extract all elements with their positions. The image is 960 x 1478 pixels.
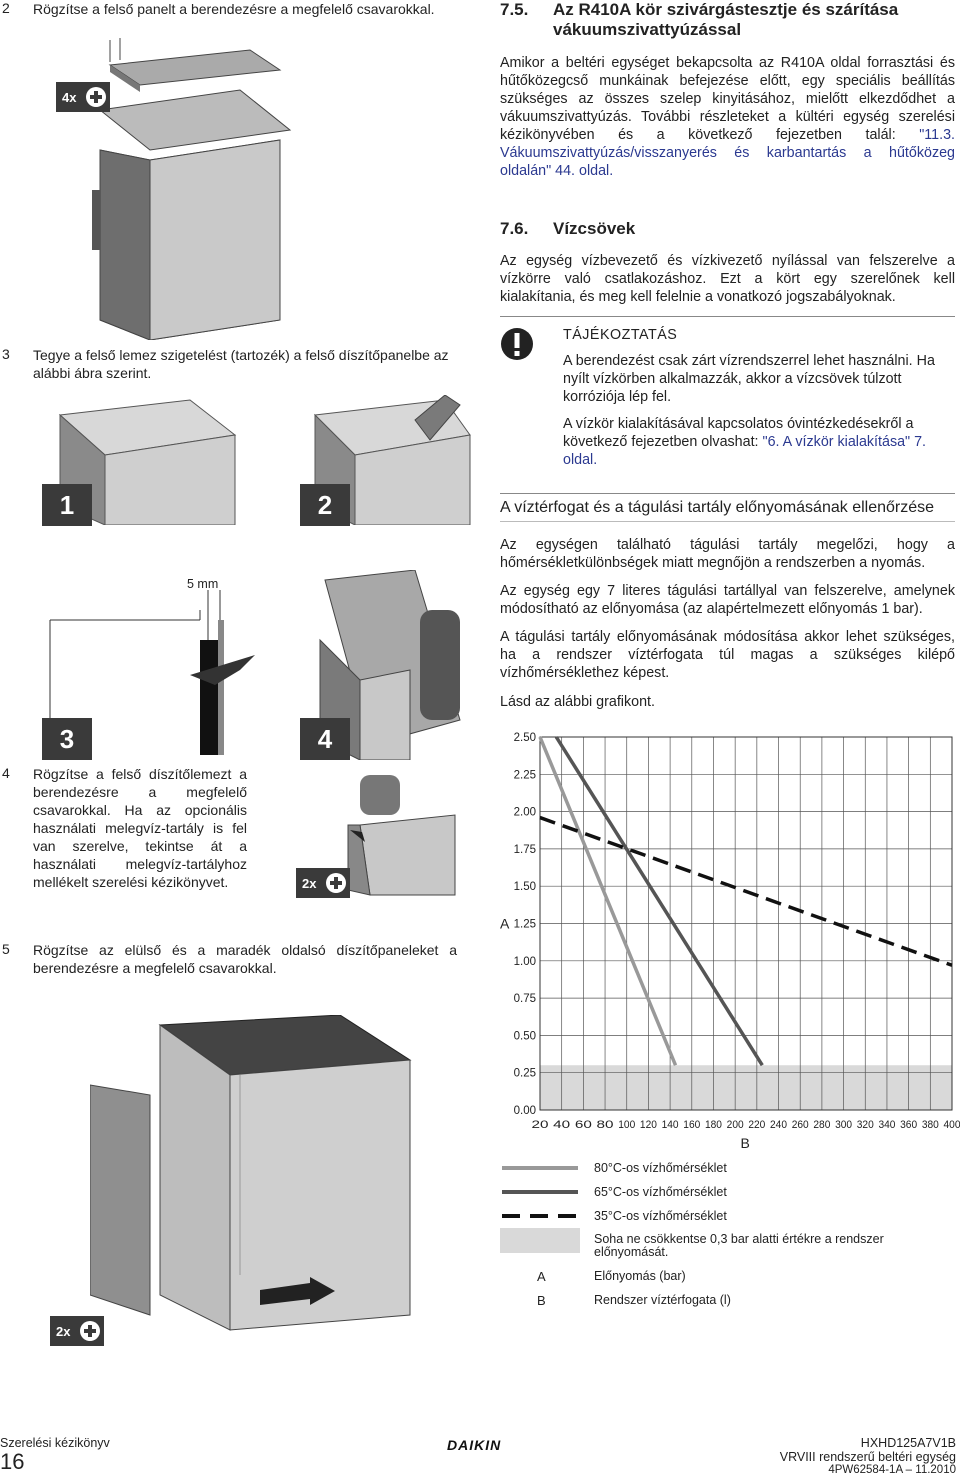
section-7-5-title-line2: vákuumszivattyúzással: [553, 20, 741, 40]
step-4-number: 4: [2, 765, 10, 781]
y-tick-label: 0.00: [514, 1105, 536, 1117]
step-4-text: Rögzítse a felső díszítőlemezt a berendezésre a megfelelő csavarokkal. Ha az opcionális használati melegvíz-tartály is fel van szerelve, tekintse át a használati melegvíz-tartályhoz mellékelt szerelési kézikönyvet.: [33, 765, 247, 891]
legend-label-80c: 80°C-os vízhőmérséklet: [594, 1161, 727, 1176]
y-tick-label: 2.25: [514, 769, 536, 781]
section-7-6-number: 7.6.: [500, 219, 528, 239]
y-tick-label: 1.75: [514, 844, 536, 856]
x-tick-label: 260: [792, 1119, 809, 1131]
screw-count-label: 4x: [62, 90, 76, 105]
y-tick-label: 1.00: [514, 956, 536, 968]
x-tick-label: 40: [553, 1119, 570, 1131]
check-paragraph-3: A tágulási tartály előnyomásának módosítása akkor lehet szükséges, ha a rendszer víztérfogata túl magas a szükséges kilépő vízhőmérséklethez képest.: [500, 628, 955, 682]
top-panel-illustration: [80, 30, 300, 340]
section-7-5-title-line1: Az R410A kör szivárgástesztje és szárítása: [553, 0, 898, 20]
step-2-number: 2: [2, 0, 10, 16]
section-7-5-number: 7.5.: [500, 0, 528, 20]
check-paragraph-4: Lásd az alábbi grafikont.: [500, 693, 955, 711]
check-paragraph-1: Az egységen található tágulási tartály megelőzi, hogy a hőmérsékletkülönbségek miatt megnőjön a rendszerben a nyomás.: [500, 536, 955, 572]
top-panel-screw-illustration: [340, 770, 460, 900]
warning-exclamation-icon: [500, 327, 534, 361]
x-tick-label: 180: [705, 1119, 722, 1131]
legend-swatch-35c: [500, 1208, 580, 1224]
notice-paragraph-2: [563, 415, 955, 469]
figure-label-2: 2: [300, 484, 350, 526]
x-axis-label: B: [740, 1135, 749, 1151]
screwdriver-plus-icon: [80, 1321, 100, 1341]
step-3-text: Tegye a felső lemez szigetelést (tartozék) a felső díszítőpanelbe az alábbi ábra szerint.: [33, 346, 463, 382]
notice-link[interactable]: "6. A vízkör kialakítása" 7. oldal.: [563, 434, 926, 468]
figure-label-3: 3: [42, 718, 92, 760]
y-tick-label: 0.25: [514, 1068, 536, 1080]
legend-label-b: Rendszer víztérfogata (l): [594, 1293, 731, 1308]
x-tick-label: 140: [662, 1119, 679, 1131]
figure-label-4: 4: [300, 718, 350, 760]
notice-paragraph-1: A berendezést csak zárt vízrendszerrel lehet használni. Ha nyílt vízkörben alkalmazzák, akkor a vízcsövek túlzott korróziója lép fel.: [563, 352, 955, 406]
legend-swatch-65c: [500, 1184, 580, 1200]
legend-label-shaded: Soha ne csökkentse 0,3 bar alatti értékre a rendszer előnyomását.: [594, 1233, 924, 1259]
front-panel-illustration: [90, 1015, 420, 1335]
legend-swatch-80c: [500, 1160, 580, 1176]
dimension-label: 5 mm: [187, 577, 218, 591]
section-7-6-body: Az egység vízbevezető és vízkivezető nyílással van felszerelve a vízkörre való csatlakozáshoz. Ezt a kört egy szerelőnek kell kialakítania, és meg kell felelnie a vonatkozó jogszabályoknak.: [500, 252, 955, 306]
step-3-number: 3: [2, 346, 10, 362]
step-5-number: 5: [2, 941, 10, 957]
screw-count-badge-2x-bottom: [50, 1316, 104, 1346]
screw-count-label: 2x: [302, 876, 316, 891]
check-section-rule-bottom: [500, 521, 955, 522]
screw-count-badge-2x: [296, 868, 350, 898]
series-line-35c: [540, 818, 952, 966]
x-tick-label: 60: [575, 1119, 592, 1131]
y-axis-label: A: [500, 916, 510, 932]
footer-docnum: 4PW62584-1A – 11.2010: [828, 1463, 956, 1478]
x-tick-label: 100: [618, 1119, 635, 1131]
x-tick-label: 300: [835, 1119, 852, 1131]
x-tick-label: 320: [857, 1119, 874, 1131]
x-tick-label: 200: [727, 1119, 744, 1131]
section-7-5-body: [500, 54, 955, 180]
screw-count-badge-4x: [56, 82, 110, 112]
y-tick-label: 0.50: [514, 1030, 536, 1042]
footer-manual-title: Szerelési kézikönyv: [0, 1436, 110, 1451]
y-tick-label: 0.75: [514, 993, 536, 1005]
notice-paragraph-2-text: A vízkör kialakításával kapcsolatos óvintézkedésekről a következő fejezetben olvashat:: [563, 416, 913, 450]
legend-label-65c: 65°C-os vízhőmérséklet: [594, 1185, 727, 1200]
legend-swatch-shaded: [500, 1228, 580, 1253]
step-2-text: Rögzítse a felső panelt a berendezésre a megfelelő csavarokkal.: [33, 0, 473, 18]
x-tick-label: 400: [944, 1119, 960, 1131]
notice-title: TÁJÉKOZTATÁS: [563, 326, 677, 344]
screwdriver-plus-icon: [326, 873, 346, 893]
legend-key-a: A: [537, 1269, 546, 1284]
notice-top-rule: [500, 316, 955, 317]
section-7-5-body-text: Amikor a beltéri egységet bekapcsolta az R410A oldal forrasztási és hűtőközegcső munkáinak befejezése előtt, egy speciális beállítás szükséges az összes szelep kinyitásához, mielőtt elkezdődhet a vákuumszivattyúzás. További részleteket a kültéri egység szerelési kézikönyvében és a következő fejezetben talál:: [500, 55, 955, 143]
check-section-rule: [500, 493, 955, 494]
x-tick-label: 380: [922, 1119, 939, 1131]
legend-key-b: B: [537, 1293, 546, 1308]
series-line-65c: [556, 737, 762, 1065]
legend-label-35c: 35°C-os vízhőmérséklet: [594, 1209, 727, 1224]
pressure-volume-chart: [490, 722, 960, 1152]
footer-model: HXHD125A7V1B: [861, 1436, 956, 1451]
y-tick-label: 1.25: [514, 919, 536, 931]
daikin-logo: DAIKIN: [447, 1437, 501, 1453]
check-section-title: A víztérfogat és a tágulási tartály előnyomásának ellenőrzése: [500, 498, 934, 518]
x-tick-label: 20: [532, 1119, 549, 1131]
section-7-5-link[interactable]: "11.3. Vákuumszivattyúzás/visszanyerés és karbantartás a hűtőközeg oldalán" 44. oldal.: [500, 127, 955, 179]
x-tick-label: 220: [748, 1119, 765, 1131]
step-5-text: Rögzítse az elülső és a maradék oldalsó díszítőpaneleket a berendezésre a megfelelő csavarokkal.: [33, 941, 457, 977]
x-tick-label: 120: [640, 1119, 657, 1131]
check-paragraph-2: Az egység egy 7 literes tágulási tartállyal van felszerelve, amelynek módosítható az előnyomása (az alapértelmezett előnyomás 1 bar).: [500, 582, 955, 618]
x-tick-label: 160: [683, 1119, 700, 1131]
y-tick-label: 1.50: [514, 881, 536, 893]
x-tick-label: 340: [878, 1119, 895, 1131]
footer-product: VRVIII rendszerű beltéri egység: [780, 1450, 956, 1465]
y-tick-label: 2.00: [514, 807, 536, 819]
footer-page-number: 16: [0, 1449, 24, 1475]
x-tick-label: 80: [597, 1119, 614, 1131]
figure-label-1: 1: [42, 484, 92, 526]
y-tick-label: 2.50: [514, 732, 536, 744]
x-tick-label: 280: [813, 1119, 830, 1131]
shaded-region-min-pressure: [540, 1065, 952, 1110]
x-tick-label: 360: [900, 1119, 917, 1131]
series-line-80c: [540, 737, 676, 1065]
legend-label-a: Előnyomás (bar): [594, 1269, 686, 1284]
x-tick-label: 240: [770, 1119, 787, 1131]
screwdriver-plus-icon: [86, 87, 106, 107]
screw-count-label: 2x: [56, 1324, 70, 1339]
section-7-6-title: Vízcsövek: [553, 219, 635, 239]
